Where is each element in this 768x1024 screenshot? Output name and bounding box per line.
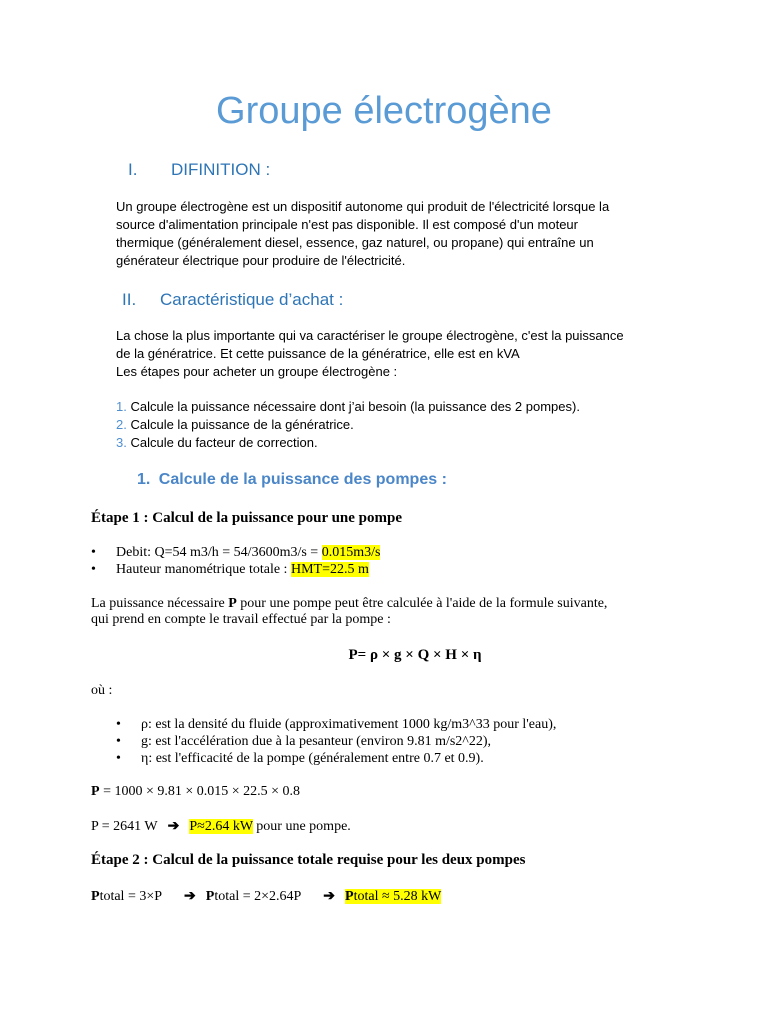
section-2-heading: Caractéristique d’achat : (160, 290, 344, 309)
hmt-text: Hauteur manométrique totale : (116, 562, 291, 577)
etape-1-heading: Étape 1 : Calcul de la puissance pour une pompe (91, 510, 403, 526)
step-number: 3. (116, 435, 127, 450)
bullet-icon: • (91, 545, 96, 560)
bullet-icon: • (91, 562, 96, 577)
total-expr-3: total ≈ 5.28 kW (353, 889, 442, 904)
total-p-3: P (345, 889, 354, 904)
list-item (116, 734, 491, 750)
total-result (345, 889, 441, 904)
purchase-paragraph (116, 327, 624, 381)
etape-2-heading: Étape 2 : Calcul de la puissance totale requise pour les deux pompes (91, 852, 526, 868)
definition-paragraph (116, 198, 609, 270)
definition-line: source d'alimentation principale n'est pas disponible. Il est composé d'un moteur (116, 217, 578, 232)
arrow-right-icon: ➔ (167, 819, 180, 834)
list-item (91, 562, 369, 578)
subheading-number: 1. (137, 471, 151, 488)
total-expr-1: total = 3×P (99, 889, 163, 904)
power-formula: P= ρ × g × Q × H × η (348, 647, 482, 663)
bullet-icon: • (116, 717, 121, 732)
step-text: Calcule la puissance nécessaire dont j’ai besoin (la puissance des 2 pompes). (130, 399, 580, 414)
total-p-1: P (91, 889, 100, 904)
step-text: Calcule la puissance de la génératrice. (130, 417, 354, 432)
list-item (116, 434, 580, 452)
subheading-text: Calcule de la puissance des pompes : (158, 471, 447, 488)
formula-intro-line (91, 596, 607, 612)
arrow-right-icon: ➔ (184, 889, 196, 904)
total-p-2: P (205, 889, 215, 904)
definition-line: générateur électrique pour produire de l'électricité. (116, 253, 406, 268)
intro-p: P (228, 596, 237, 611)
formula-intro-line-2: qui prend en compte le travail effectué par la pompe : (91, 612, 391, 627)
purchase-line: Les étapes pour acheter un groupe électrogène : (116, 364, 398, 379)
list-item (91, 545, 380, 561)
calc-p: P (91, 784, 100, 799)
section-2-number: II. (122, 290, 137, 309)
total-expr-2: total = 2×2.64P (214, 889, 302, 904)
section-1-number: I. (128, 160, 138, 179)
page-title: Groupe électrogène (216, 90, 552, 132)
definition-g: g: est l'accélération due à la pesanteur (environ 9.81 m/s2^22), (141, 734, 492, 749)
definition-line: thermique (généralement diesel, essence, gaz naturel, ou propane) qui entraîne un (116, 235, 594, 250)
hmt-value: HMT=22.5 m (290, 562, 369, 577)
result-kw: P≈2.64 kW (189, 819, 253, 834)
list-item (116, 751, 484, 767)
section-1-heading: DIFINITION : (171, 160, 271, 179)
list-item (116, 416, 580, 434)
intro-text: La puissance nécessaire (91, 596, 229, 611)
definition-line: Un groupe électrogène est un dispositif autonome qui produit de l'électricité lorsque la (116, 199, 610, 214)
ou-label: où : (91, 683, 113, 698)
bullet-icon: • (116, 751, 121, 766)
result-watts: P = 2641 W (91, 819, 158, 834)
result-suffix: pour une pompe. (252, 819, 351, 834)
calculation-line (91, 784, 300, 800)
arrow-right-icon: ➔ (323, 889, 336, 904)
step-text: Calcule du facteur de correction. (130, 435, 318, 450)
list-item (116, 398, 580, 416)
list-item (116, 717, 556, 733)
purchase-line: de la génératrice. Et cette puissance de la génératrice, elle est en kVA (116, 346, 520, 361)
debit-value: 0.015m3/s (321, 545, 381, 560)
bullet-icon: • (116, 734, 121, 749)
total-line (91, 888, 441, 905)
purchase-line: La chose la plus importante qui va caractériser le groupe électrogène, c'est la puissance (116, 328, 624, 343)
intro-text-rest: pour une pompe peut être calculée à l'aide de la formule suivante, (236, 596, 608, 611)
step-number: 2. (116, 417, 127, 432)
definition-eta: η: est l'efficacité de la pompe (généralement entre 0.7 et 0.9). (141, 751, 484, 766)
step-number: 1. (116, 399, 127, 414)
steps-list (116, 398, 580, 452)
calc-expression: = 1000 × 9.81 × 0.015 × 22.5 × 0.8 (99, 784, 301, 799)
debit-text: Debit: Q=54 m3/h = 54/3600m3/s = (116, 545, 322, 560)
result-line (91, 818, 351, 835)
definition-rho: ρ: est la densité du fluide (approximativement 1000 kg/m3^33 pour l'eau), (141, 717, 557, 732)
subheading (137, 471, 447, 489)
